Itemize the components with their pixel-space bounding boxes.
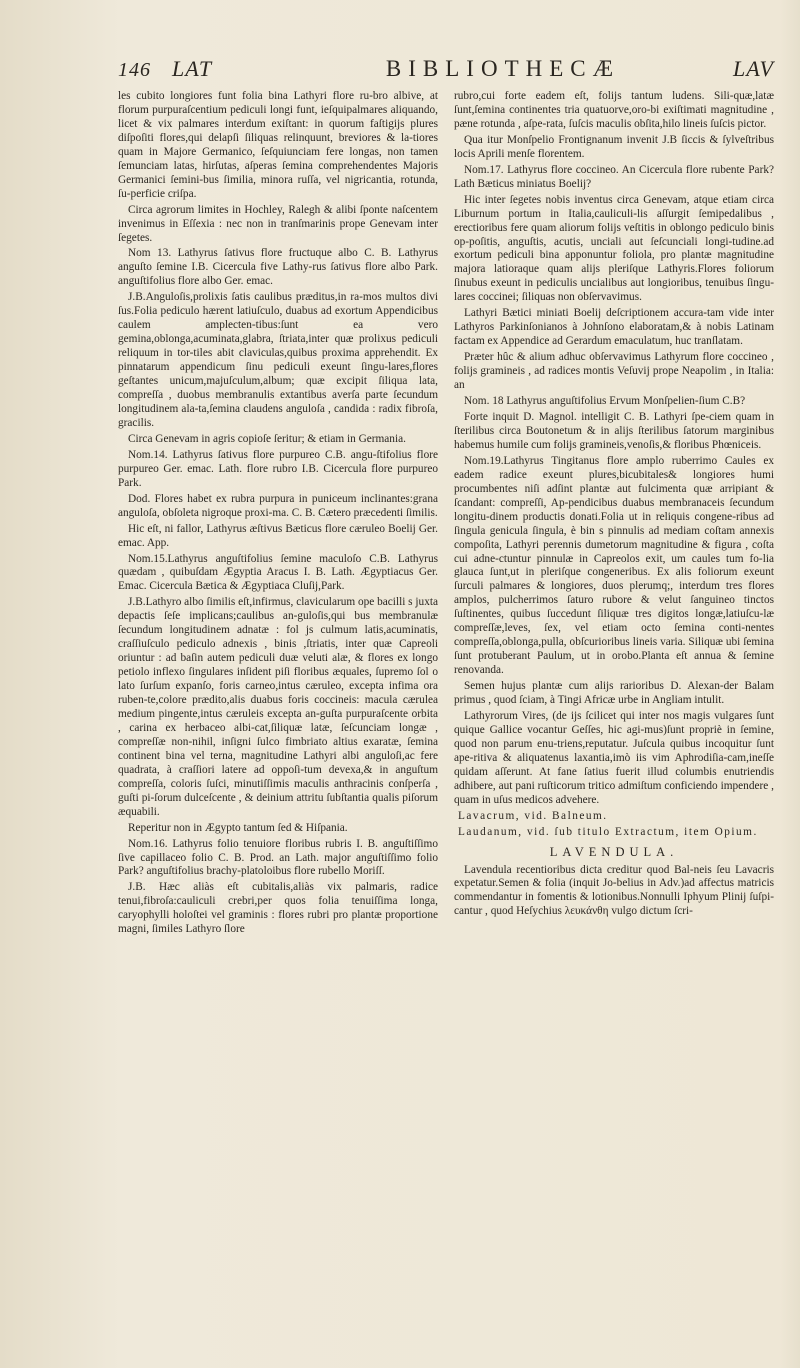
paragraph: Lathyrorum Vires, (de ijs ſcilicet qui inter nos magis vulgares ſunt quique Gallice vocantur Geſſes, hic agi-mus)ſunt propriè in ſemine, quod non parum enu-triens,reputatur. Juſcula quibus incoquitur ſunt ape-ritiva & aliquatenus laxantia,imò iis vim Aphrodiſia-cam,ineſſe quidam aſſerunt. At fane ſatius fuerit illud columbis enutriendis adhibere, aut pani ruſticorum tritico admiſtum conficiendo impendere , quam in uſus medicos advehere. <box>454 709 774 806</box>
section-heading: LAVENDULA. <box>549 844 679 859</box>
paragraph: Nom.19.Lathyrus Tingitanus flore amplo ruberrimo Caules ex eadem radice exeunt plures,bicubitales& longiores humi procumbentes niſi adſint plantæ aut fulcimenta quæ arripiant & ſcandant: compreſſi, Ap-pendicibus duabus membranaceis ſecundum longitu-dinem productis donati.Folia ut in reliquis congene-ribus ad ſingula genicula ſingula, è bin s pinnulis ad mediam coſtam annexis compoſita, Lathyri perennis dumetorum magnitudine & figura , coſta cui adne-ctuntur pinnulæ in Capreolos exit, um caules tum fo-lia glauca ſunt,ut in pleriſque congeneribus. Ex alis foliorum exeunt ſurculi palmares & longiores, duos plerumq;, interdum tres flores amplos, pulcherrimos ſaturo rubore & velut ſanguineo tinctos ſuſtinentes, quibus ſuccedunt ſiliquæ tres digitos longæ,latiuſcu-læ compreſſæ,leves, ſex, vel etiam octo ſemina conti-nentes compreſſa,oblonga,pulla, obſcurioribus lineis varia. Siliquæ ubi ſemina ſunt protuberant Paulum, ut in orobo.Planta eſt annua & ſemine renovanda. <box>454 454 774 677</box>
paragraph: Circa agrorum limites in Hochley, Ralegh & alibi ſponte naſcentem invenimus in Eſſexia : nec non in tranſmarinis prope Genevam inter ſegetes. <box>118 203 438 244</box>
paragraph: Dod. Flores habet ex rubra purpura in puniceum inclinantes:grana anguloſa, obſoleta nigroque proxi-ma. C. B. Cætero præcedenti ſimilis. <box>118 492 438 519</box>
paragraph: J.B. Hæc aliàs eſt cubitalis,aliàs vix palmaris, radice tenui,fibroſa:cauliculi crebri,per quos folia tenuiſſima longa, caryophylli holoſtei vel graminis : flores rubri pro plantæ proportione magni, ſimiles Lathyro ſlore <box>118 881 438 936</box>
paragraph: Nom.15.Lathyrus anguſtifolius ſemine maculoſo C.B. Lathyrus quædam , quibuſdam Ægyptia Aracus I. B. Lath. Ægyptiacus Ger. Emac. Cicercula Bætica & Ægyptiaca Cluſij,Park. <box>118 552 438 593</box>
page-number: 146 <box>118 59 151 81</box>
paragraph: Hic inter ſegetes nobis inventus circa Genevam, atque etiam circa Liburnum portum in Italia,cauliculi-lis aſſurgit ſemipedalibus , erectioribus fere quam aliorum folijs veſtitis in oblongo pediculo binis op-poſitis, anguſtis, acutis, unciali aut ſeſcunciali longi-tudine.ad exortum pediculi bina apponuntur foliola, pro plantæ magnitudine majora latioraque quam alijs pleriſque Lathyris.Flores foliorum ſinubus exeunt in pediculis uncialibus aut longioribus, tenuibus ſingu-lares coccinei; ſiliquas non obſervavimus. <box>454 193 774 304</box>
cross-reference: Lavacrum, vid. Balneum. <box>458 809 608 822</box>
right-running-head: LAV <box>732 56 774 81</box>
paragraph: Forte inquit D. Magnol. intelligit C. B. Lathyri ſpe-ciem quam in ſterilibus circa Boutonetum & in alijs ſterilibus ſatorum marginibus habemus humile cum folijs gramineis,venoſis,& floribus Phœniceis. <box>454 410 774 451</box>
left-column <box>118 90 438 939</box>
paragraph: Hic eſt, ni fallor, Lathyrus æſtivus Bæticus flore cæruleo Boelij Ger. emac. App. <box>118 522 438 549</box>
text-columns <box>118 90 774 939</box>
paragraph: Lathyri Bætici miniati Boelij deſcriptionem accura-tam vide inter Lathyros Parkinſonianos à Johnſono elaboratam,& à nobis Latinam factam ex Appendice ad Gerardum emaculatum, huc tranſlatam. <box>454 307 774 348</box>
paragraph: Qua itur Monſpelio Frontignanum invenit J.B ſiccis & ſylveſtribus locis Aprili menſe florentem. <box>454 133 774 160</box>
right-column <box>454 90 774 939</box>
paragraph: J.B.Lathyro albo ſimilis eſt,infirmus, clavicularum ope bacilli s juxta depactis ſeſe implicans;caulibus an-guloſis,qui bus membranulæ ſecundum longitudinem adnatæ : fol js culmum latis,acuminatis, craſſiuſculo pediculo adnexis , binis ,ſtriatis, inter quæ Capreoli oriuntur : ad baſin autem pediculi duæ veluti alæ, & flores ex longo petiolo inflexo ſingulares inſident piſi floribus æquales, ſupremo ſol o lato ſurſum expanſo, foris carneo,intus cæruleo, excepta infima ora ruben-te,colore prædito,alis duabus foris coccineis: macula cærulea medium pingente,intus cæruleis excepta an-guſta purpuraſcente orbita , carina ex herbaceo albi-cat,ſiliquæ latæ, ſeſcunciam longæ , compreſſæ non-nihil, inſigni ſulco fimbriato altius exaratæ, ſemina continent bina vel terna, magnitudine Lathyri albi anguloſi,ac fere quadrata, à craſſiori latere ad oppoſi-tum devexa,& in anguſtum compreſſa, coloris ſuſci, minutiſſimis maculis anthracinis conſperſa , guſti pi-ſorum dulceſcente , & deinium attritu ſubſtantia qualis piſorum æquabili. <box>118 596 438 818</box>
cross-reference: Laudanum, vid. ſub titulo Extractum, item Opium. <box>458 825 758 838</box>
paragraph: Nom.14. Lathyrus ſativus flore purpureo C.B. angu-ſtifolius flore purpureo Ger. emac. Lath. flore rubro I.B. Cicercula flore purpureo Park. <box>118 448 438 489</box>
center-running-head: BIBLIOTHECÆ <box>385 56 621 81</box>
paragraph: Præter hûc & alium adhuc obſervavimus Lathyrum flore coccineo , folijs gramineis , ad radices montis Veſuvij prope Neapolim , in Italia: an <box>454 351 774 392</box>
paragraph: Circa Genevam in agris copioſe ſeritur; & etiam in Germania. <box>128 432 406 445</box>
paragraph: Reperitur non in Ægypto tantum ſed & Hiſpania. <box>128 821 348 834</box>
paragraph: Lavendula recentioribus dicta creditur quod Bal-neis ſeu Lavacris expetatur.Semen & folia (inquit Jo-belius in Adv.)ad affectus matricis commendantur in fomentis & lotionibus.Nonnulli Iphyum Plinij ſuſpi-cantur , quod Heſychius λευκάνθη vulgo dictum ſcri- <box>454 863 774 918</box>
paragraph: les cubito longiores funt folia bina Lathyri flore ru-bro albive, at florum purpuraſcentium pediculi longi funt, ieſquipalmares aliquando, licet & vix palmares interdum exiſtant: in quorum faſtigijs plures diſpoſiti flores,qui delapſi ſiliquas relinquunt, breviores & la-tiores quam in Majore Germanico, ſeſquiunciam fere longas, non tamen ſemunciam latas, hirſutas, aſperas ſemina comprehendentes Majoris Germanici ſemini-bus ſimilia, minora ruſſa, vel nigricantia, rotunda, ſu-perficie criſpa. <box>118 90 438 200</box>
paragraph: Nom 13. Lathyrus ſativus flore fructuque albo C. B. Lathyrus anguſto ſemine I.B. Cicercula five Lathy-rus ſativus flore albo Park. anguſtifolius flore albo Ger. emac. <box>118 247 438 288</box>
paragraph: Nom.16. Lathyrus folio tenuiore floribus rubris I. B. anguſtiſſimo ſive capillaceo folio C. B. Prod. an Lath. major anguſtiſſimo folio Park? anguſtifolius brachy-platoloibus flore rubello Moriſſ. <box>118 837 438 878</box>
paragraph: Semen hujus plantæ cum alijs rarioribus D. Alexan-der Balam primus , quod ſciam, à Tingi Africæ urbe in Angliam intulit. <box>454 680 774 707</box>
paragraph: Nom.17. Lathyrus flore coccineo. An Cicercula flore rubente Park? Lath Bæticus miniatus Boelij? <box>454 163 774 190</box>
running-header <box>118 56 774 86</box>
paragraph: rubro,cui forte eadem eſt, folijs tantum ludens. Sili-quæ,latæ ſunt,ſemina continentes tria quatuorve,oro-bi exiſtimati magnitudine , pæne rotunda , aſpe-rata, ſuſcis maculis obſita,hilo lineis ſuſcis pictor. <box>454 90 774 130</box>
left-running-head: LAT <box>172 56 213 81</box>
paragraph: Nom. 18 Lathyrus anguſtifolius Ervum Monſpelien-ſium C.B? <box>464 395 746 408</box>
paragraph: J.B.Anguloſis,prolixis ſatis caulibus præditus,in ra-mos multos divi ſus.Folia pediculo hærent latiuſculo, duabus ad exortum Appendicibus caulem amplecten-tibus:ſunt ea vero gemina,oblonga,acuminata,glabra, ſtriata,inter quæ prolixus pediculi reliquum in tor-tiles abit claviculas,quibus proxima apprehendit. Ex pinnatarum appendicum ſinu pediculi exeunt ſingu-lares,flores geſtantes unicum,majuſculum,album; quæ excipit ſiliqua lata, compreſſa , duobus membranulis extantibus averſa parte ſecundum longitudinem ala-ta,ſemina claudens anguloſa , candida : radix fibroſa, gracilis. <box>118 291 438 429</box>
